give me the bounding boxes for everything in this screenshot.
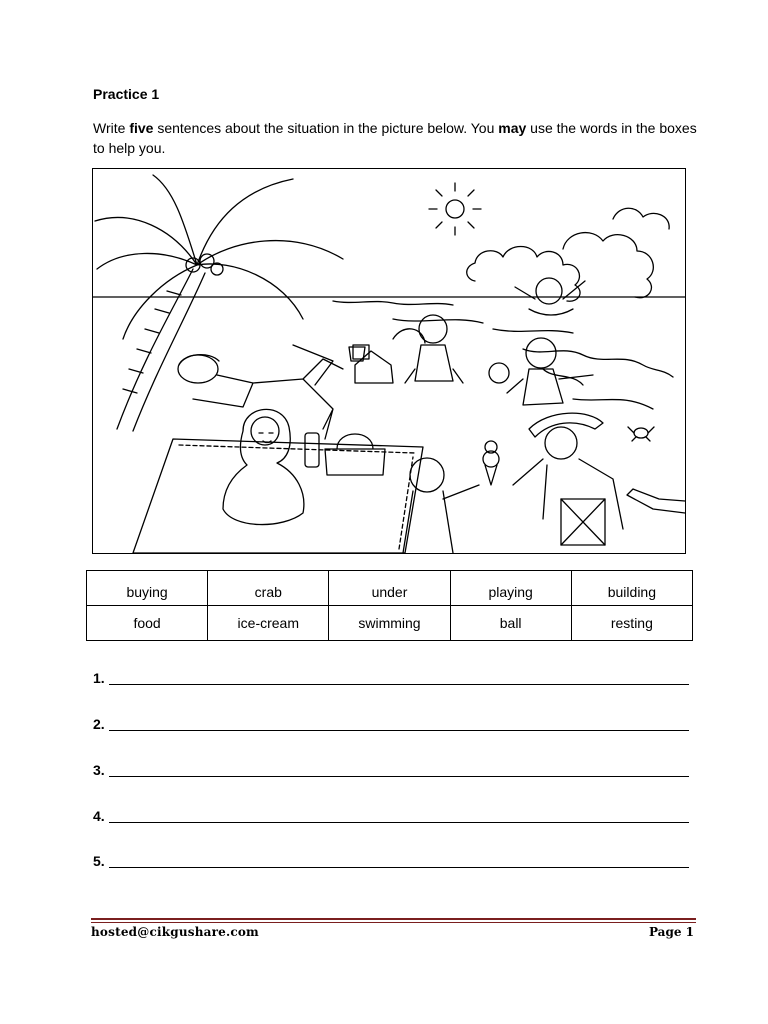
blank-line xyxy=(109,867,689,868)
ball-drawing xyxy=(489,363,509,383)
word-cell: ice-cream xyxy=(208,606,329,641)
answer-line[interactable] xyxy=(93,716,689,736)
answer-line[interactable] xyxy=(93,762,689,782)
page-number: Page 1 xyxy=(648,925,694,939)
footer-rule-thin xyxy=(91,922,696,923)
word-cell: building xyxy=(571,571,692,606)
answer-number: 5. xyxy=(93,853,105,869)
ice-cream-vendor-drawing xyxy=(513,413,623,545)
word-row xyxy=(87,571,693,606)
word-cell: playing xyxy=(450,571,571,606)
cloud-drawing xyxy=(467,247,580,302)
word-cell: under xyxy=(329,571,450,606)
word-box-table xyxy=(86,570,693,641)
ice-cream-drawing xyxy=(483,441,499,485)
word-cell: crab xyxy=(208,571,329,606)
sandcastle-children-drawing xyxy=(353,315,463,383)
basket-drawing xyxy=(325,434,385,475)
word-cell: swimming xyxy=(329,606,450,641)
word-row xyxy=(87,606,693,641)
footer-rule xyxy=(91,918,696,920)
word-cell: resting xyxy=(571,606,692,641)
seated-woman-drawing xyxy=(223,409,304,524)
word-cell: food xyxy=(87,606,208,641)
resting-man-drawing xyxy=(178,345,343,439)
blank-line xyxy=(109,684,689,685)
palm-tree-drawing xyxy=(95,175,343,431)
page-title: Practice 1 xyxy=(93,86,160,102)
picnic-mat-drawing xyxy=(133,439,423,553)
sun-drawing xyxy=(429,183,481,235)
answer-number: 1. xyxy=(93,670,105,686)
answer-number: 4. xyxy=(93,808,105,824)
little-boy-drawing xyxy=(403,458,479,553)
bottle-drawing xyxy=(627,489,685,513)
blank-line xyxy=(109,822,689,823)
boy-with-ball-drawing xyxy=(507,338,593,405)
answer-line[interactable] xyxy=(93,853,689,873)
word-cell: buying xyxy=(87,571,208,606)
blank-line xyxy=(109,776,689,777)
footer-email: hosted@cikgushare.com xyxy=(91,925,259,939)
answer-number: 3. xyxy=(93,762,105,778)
answer-line[interactable] xyxy=(93,670,689,690)
answer-number: 2. xyxy=(93,716,105,732)
blank-line xyxy=(109,730,689,731)
instruction-text: Write five sentences about the situation in the picture below. You may use the words in the boxes to help you. xyxy=(93,120,697,156)
crab-drawing xyxy=(628,427,654,441)
word-cell: ball xyxy=(450,606,571,641)
beach-scene-illustration xyxy=(92,168,686,554)
answer-line[interactable] xyxy=(93,808,689,828)
